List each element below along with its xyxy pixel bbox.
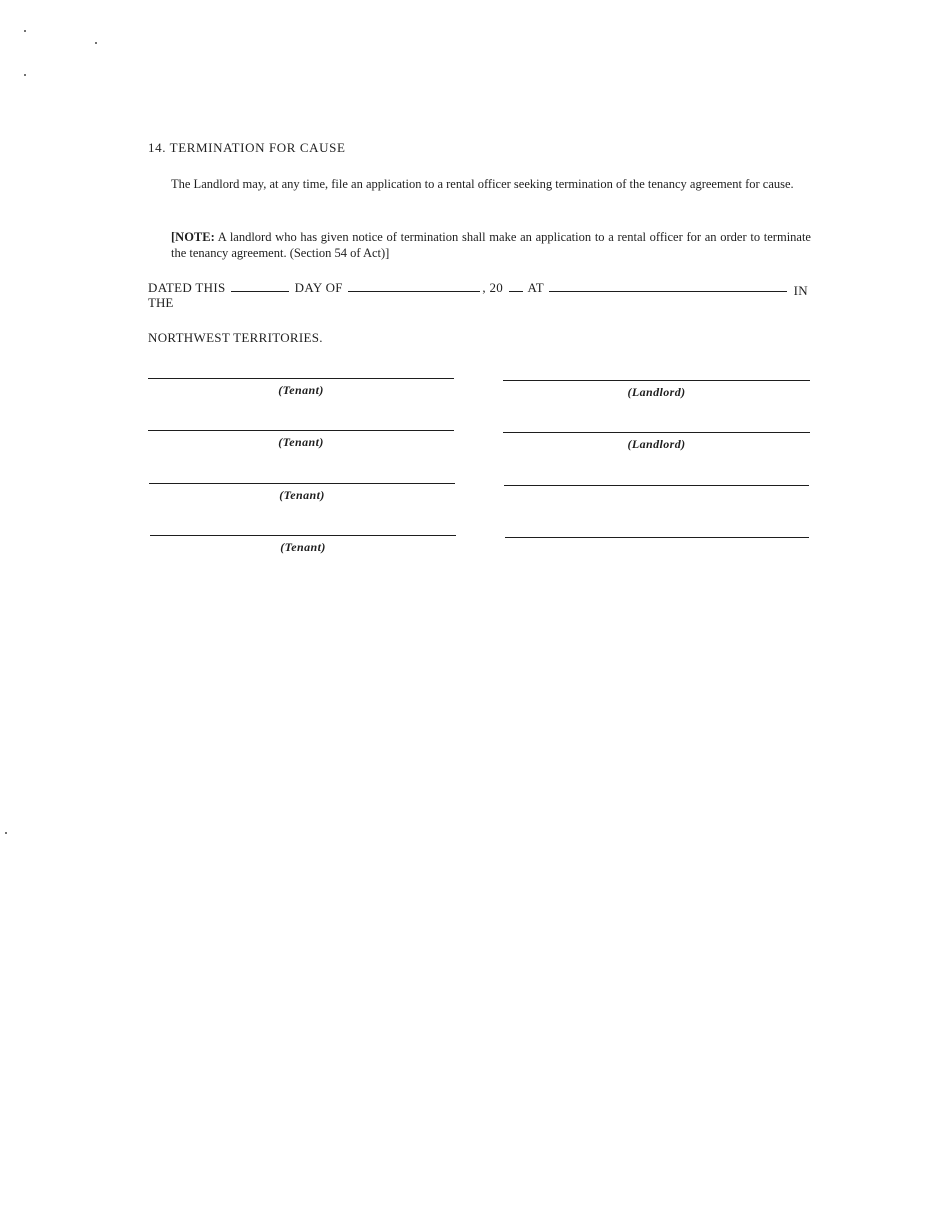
year-blank[interactable] <box>509 279 523 292</box>
landlord-signature-line[interactable] <box>505 537 809 538</box>
note-paragraph <box>171 229 811 261</box>
tenant-signature-line[interactable] <box>150 535 456 536</box>
the-label: THE <box>148 295 174 310</box>
landlord-signature-line[interactable] <box>503 380 810 381</box>
at-label: AT <box>527 280 544 295</box>
tenant-signature-line[interactable] <box>148 430 454 431</box>
tenant-label: (Tenant) <box>278 435 324 449</box>
note-prefix: [NOTE: <box>171 230 215 244</box>
landlord-label: (Landlord) <box>627 437 686 451</box>
day-of-label: DAY OF <box>294 280 343 295</box>
landlord-label: (Landlord) <box>627 385 686 399</box>
tenant-label: (Tenant) <box>278 383 324 397</box>
landlord-signature-line[interactable] <box>504 485 809 486</box>
day-blank[interactable] <box>231 279 289 292</box>
year-prefix: , 20 <box>482 280 504 295</box>
in-label: IN <box>793 283 808 298</box>
tenant-signature-line[interactable] <box>149 483 455 484</box>
scan-speck <box>5 832 7 834</box>
termination-paragraph: The Landlord may, at any time, file an application to a rental officer seeking termination of the tenancy agreement for cause. <box>171 177 794 191</box>
scan-speck <box>95 42 97 44</box>
note-body: A landlord who has given notice of termination shall make an application to a rental officer for an order to terminate the tenancy agreement. (Section 54 of Act)] <box>171 230 811 260</box>
scan-speck <box>24 74 26 76</box>
territory-label: NORTHWEST TERRITORIES. <box>148 330 323 345</box>
dated-this-label: DATED THIS <box>148 280 226 295</box>
section-heading: 14. TERMINATION FOR CAUSE <box>148 140 346 155</box>
month-blank[interactable] <box>348 279 480 292</box>
place-blank[interactable] <box>549 279 787 292</box>
tenant-label: (Tenant) <box>280 540 326 554</box>
landlord-signature-line[interactable] <box>503 432 810 433</box>
scan-speck <box>24 30 26 32</box>
tenant-label: (Tenant) <box>279 488 325 502</box>
dated-line <box>148 279 813 296</box>
tenant-signature-line[interactable] <box>148 378 454 379</box>
